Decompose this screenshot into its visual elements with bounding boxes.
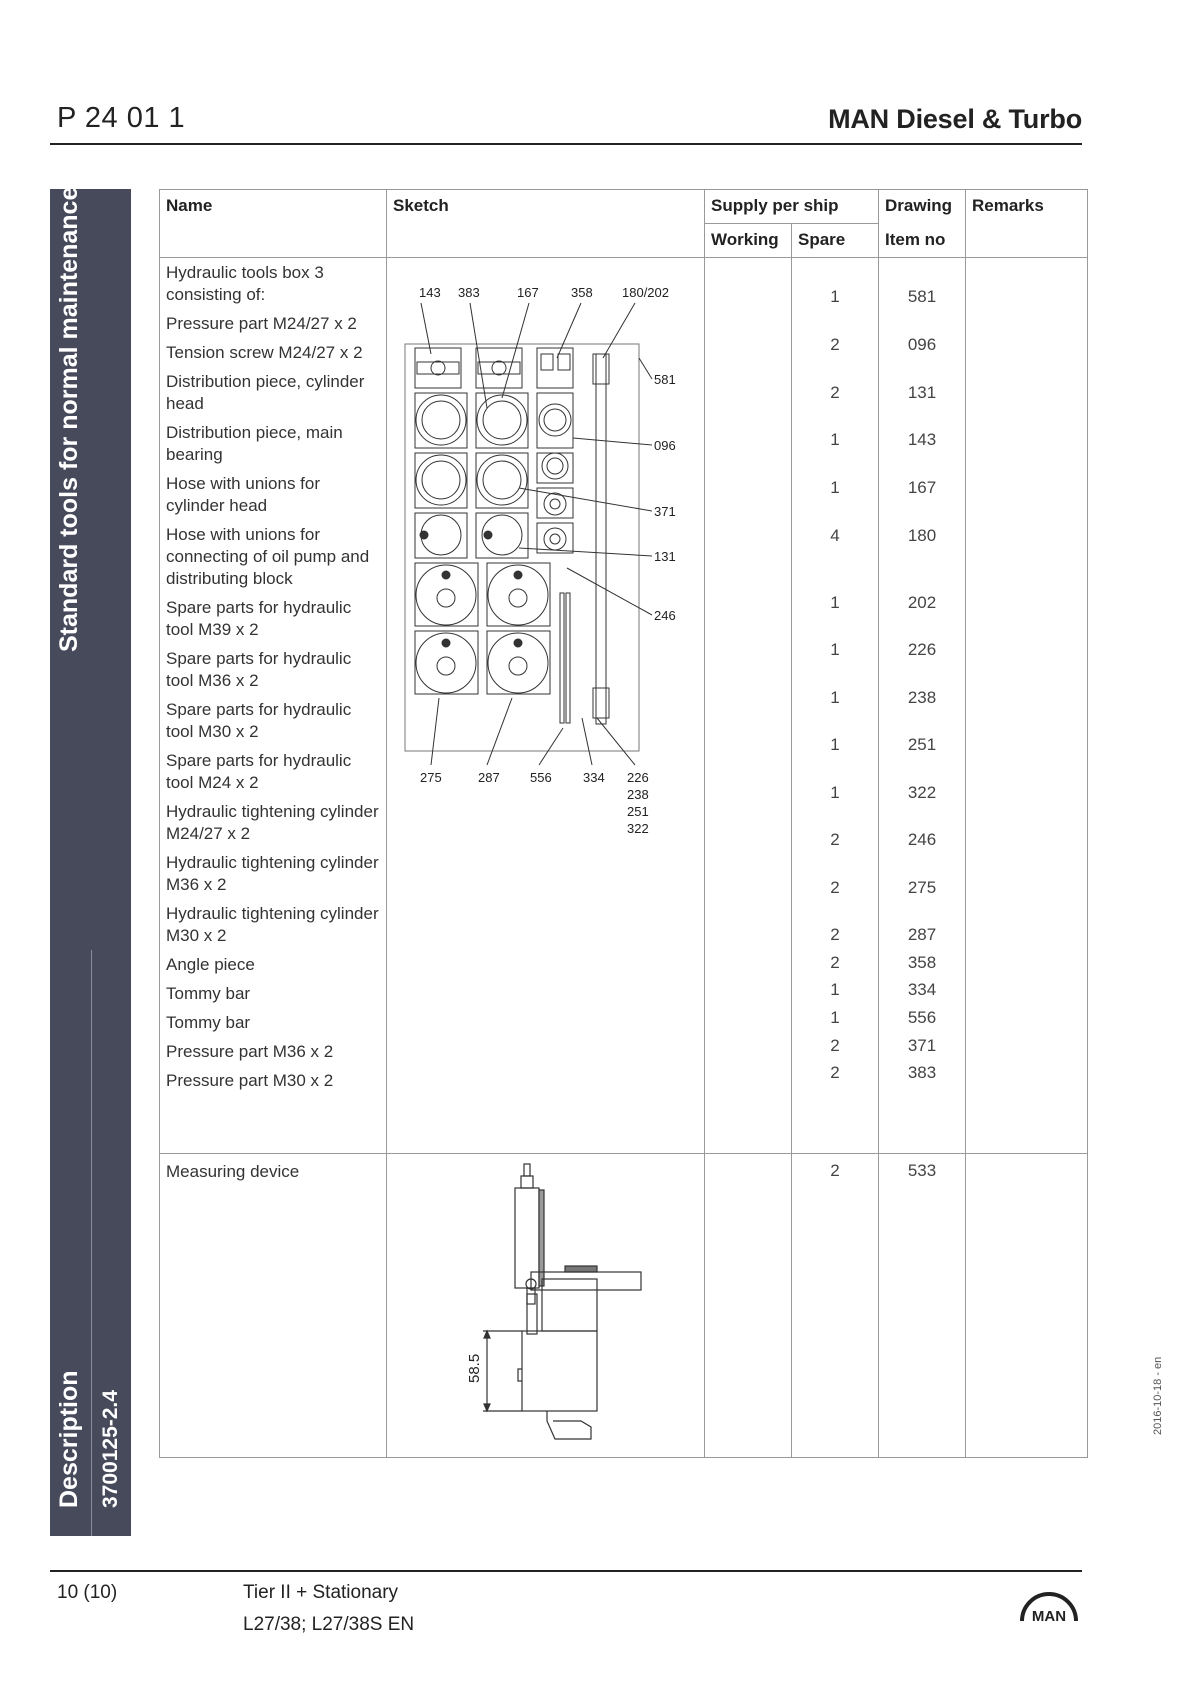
- item-number: 131: [907, 383, 937, 402]
- item-number: 226: [907, 640, 937, 659]
- tool-name: Angle piece: [166, 955, 255, 974]
- item-number: 334: [907, 980, 937, 999]
- tool-name: Hose with unions for cylinder head: [166, 474, 321, 515]
- sidebar-title: Standard tools for normal maintenance: [55, 186, 83, 652]
- sidebar-doc-id: 3700125-2.4: [99, 1390, 122, 1508]
- col-item-header: Item no: [879, 224, 966, 258]
- spare-value: 2: [830, 1063, 840, 1082]
- spare-value: 1: [830, 980, 840, 999]
- sketch-label: 287: [478, 770, 500, 785]
- spare-value: 1: [830, 593, 840, 612]
- tool-name: Distribution piece, cylinder head: [166, 372, 365, 413]
- spare-value: 2: [830, 830, 840, 849]
- spare-value: 1: [830, 430, 840, 449]
- footer-rule: [50, 1570, 1082, 1572]
- sketch-label: 131: [654, 549, 676, 564]
- item-number: 238: [907, 688, 937, 707]
- spare-value: 1: [830, 478, 840, 497]
- col-drawing-header: Drawing: [879, 190, 966, 224]
- sketch-label: 167: [517, 285, 539, 300]
- tool-name: Tension screw M24/27 x 2: [166, 343, 363, 362]
- sketch-label: 096: [654, 438, 676, 453]
- spare-value: 1: [830, 688, 840, 707]
- col-remarks-header: Remarks: [966, 190, 1088, 258]
- item-number: 383: [907, 1063, 937, 1082]
- item-cell: 533: [879, 1154, 966, 1458]
- sketch-label: 275: [420, 770, 442, 785]
- spare-value: 1: [830, 1008, 840, 1027]
- name-list: [166, 262, 380, 1092]
- spare-value: 1: [830, 735, 840, 754]
- sketch-label: 556: [530, 770, 552, 785]
- sketch-label: 238: [627, 787, 649, 802]
- toolbox-drawing: [405, 303, 652, 765]
- sketch-label: 226: [627, 770, 649, 785]
- item-number: 202: [907, 593, 937, 612]
- tool-name: Spare parts for hydraulic tool M39 x 2: [166, 598, 352, 639]
- col-spare-header: Spare: [792, 224, 879, 258]
- tool-name: Hydraulic tools box 3 consisting of:: [166, 263, 324, 304]
- man-logo: [1017, 1590, 1081, 1629]
- sketch-label: 322: [627, 821, 649, 836]
- table-row: [160, 1154, 1088, 1458]
- sketch-label: 180/202: [622, 285, 669, 300]
- spare-value: 2: [830, 953, 840, 972]
- spare-cell: [792, 258, 879, 1154]
- item-number: 143: [907, 430, 937, 449]
- sidebar-section: Description: [55, 1370, 83, 1508]
- header-row-1: [160, 190, 1088, 224]
- sketch-label: 383: [458, 285, 480, 300]
- remarks-cell: [966, 258, 1088, 1154]
- sketch1-cell: [387, 258, 705, 1154]
- tool-name: Spare parts for hydraulic tool M24 x 2: [166, 751, 352, 792]
- tool-name: Tommy bar: [166, 1013, 251, 1032]
- spare-cell: 2: [792, 1154, 879, 1458]
- tool-name: Spare parts for hydraulic tool M36 x 2: [166, 649, 352, 690]
- col-sketch-header: Sketch: [387, 190, 705, 258]
- spare-value: 1: [830, 640, 840, 659]
- tool-name: Hydraulic tightening cylinder M24/27 x 2: [166, 802, 379, 843]
- item-list: [879, 258, 965, 1138]
- spare-value: 2: [830, 335, 840, 354]
- item-number: 246: [907, 830, 937, 849]
- spare-list: [792, 258, 878, 1138]
- logo-text: MAN: [1031, 1608, 1067, 1624]
- sketch-label: 251: [627, 804, 649, 819]
- group1-names: [160, 258, 387, 1154]
- spare-value: 2: [830, 878, 840, 897]
- spare-value: 2: [830, 383, 840, 402]
- item-number: 180: [907, 526, 937, 545]
- group2-name: Measuring device: [160, 1154, 387, 1458]
- item-number: 358: [907, 953, 937, 972]
- item-number: 371: [907, 1036, 937, 1055]
- spare-value: 1: [830, 287, 840, 306]
- item-number: 275: [907, 878, 937, 897]
- tool-name: Hose with unions for connecting of oil pump and distributing block: [166, 525, 370, 588]
- spare-value: 2: [830, 1036, 840, 1055]
- item-number: 322: [907, 783, 937, 802]
- document-code: P 24 01 1: [57, 102, 186, 134]
- dimension-label: 58.5: [466, 1353, 483, 1383]
- footer-engine: L27/38; L27/38S EN: [243, 1614, 415, 1635]
- table-row: [160, 258, 1088, 1154]
- tools-table: [159, 189, 1088, 1458]
- item-number: 096: [907, 335, 937, 354]
- footer-tier: Tier II + Stationary: [243, 1582, 399, 1603]
- tool-name: Tommy bar: [166, 984, 251, 1003]
- item-number: 251: [907, 735, 937, 754]
- hydraulic-toolbox-sketch: [387, 258, 705, 854]
- date-stamp: 2016-10-18 - en: [1152, 1356, 1164, 1435]
- tool-name: Distribution piece, main bearing: [166, 423, 343, 464]
- header-rule: [50, 143, 1082, 145]
- sketch-label: 246: [654, 608, 676, 623]
- col-working-header: Working: [705, 224, 792, 258]
- item-cell: [879, 258, 966, 1154]
- sketch-label: 581: [654, 372, 676, 387]
- tool-name: Pressure part M30 x 2: [166, 1071, 334, 1090]
- tool-name: Pressure part M36 x 2: [166, 1042, 334, 1061]
- tool-name: Hydraulic tightening cylinder M36 x 2: [166, 853, 379, 894]
- tool-name: Hydraulic tightening cylinder M30 x 2: [166, 904, 379, 945]
- sketch-label: 334: [583, 770, 605, 785]
- item-number: 167: [907, 478, 937, 497]
- tool-name: Spare parts for hydraulic tool M30 x 2: [166, 700, 352, 741]
- col-name-header: Name: [160, 190, 387, 258]
- col-supply-header: Supply per ship: [705, 190, 879, 224]
- item-number: 556: [907, 1008, 937, 1027]
- working-cell: [705, 1154, 792, 1458]
- item-number: 287: [907, 925, 937, 944]
- page-number: 10 (10): [57, 1582, 118, 1603]
- sketch-label: 143: [419, 285, 441, 300]
- spare-value: 2: [830, 925, 840, 944]
- measuring-device-sketch: [387, 1154, 705, 1452]
- spare-value: 1: [830, 783, 840, 802]
- tool-name: Pressure part M24/27 x 2: [166, 314, 357, 333]
- sidebar-divider: [91, 950, 92, 1536]
- spare-value: 4: [830, 526, 840, 545]
- sketch-label: 358: [571, 285, 593, 300]
- brand-name: MAN Diesel & Turbo: [828, 104, 1082, 134]
- item-number: 581: [907, 287, 937, 306]
- sketch-label: 371: [654, 504, 676, 519]
- remarks-cell: [966, 1154, 1088, 1458]
- sketch2-cell: [387, 1154, 705, 1458]
- working-cell: [705, 258, 792, 1154]
